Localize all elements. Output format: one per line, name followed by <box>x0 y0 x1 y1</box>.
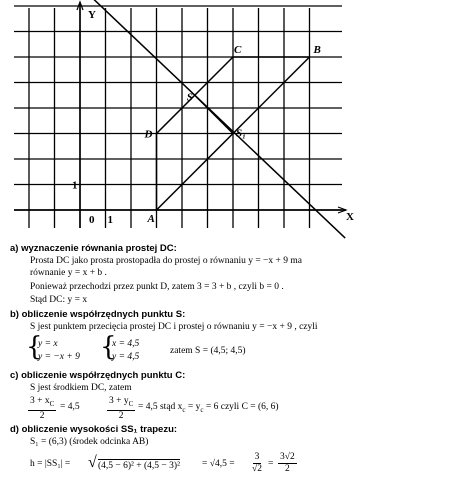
graph-labels <box>72 9 354 226</box>
height-equals: = <box>268 459 274 469</box>
section-a-line1: Prosta DC jako prosta prostopadła do prostej o równaniu y = −x + 9 ma <box>30 256 303 266</box>
point-label-b: B <box>313 44 321 56</box>
section-b-title: b) obliczenie współrzędnych punktu S: <box>10 309 186 320</box>
section-a-line4: Stąd DC: y = x <box>30 295 88 305</box>
tick-label-0: 0 <box>89 214 95 226</box>
height-radicand: (4,5 − 6)² + (4,5 − 3)² <box>98 461 180 471</box>
point-label-s: S <box>186 91 193 104</box>
y-axis-label: Y <box>88 9 96 21</box>
c-sub-x: c <box>182 405 186 414</box>
fraction-yc <box>107 396 135 422</box>
height-fraction-1-num: 3 <box>254 452 260 462</box>
system2-eq2: y = 4,5 <box>112 352 140 362</box>
section-c-line1: S jest środkiem DC, zatem <box>30 383 132 393</box>
height-fraction-2 <box>278 452 297 475</box>
fraction-xc <box>28 396 56 422</box>
section-a-line2: równanie y = x + b . <box>30 268 107 278</box>
point-label-s1: S₁ <box>236 127 246 140</box>
fraction-yc-sub: C <box>128 399 134 408</box>
fraction-xc-rhs: = 4,5 <box>60 402 80 412</box>
height-fraction-1 <box>250 452 264 475</box>
point-label-a: A <box>147 213 155 225</box>
fraction-yc-rhs <box>138 402 279 416</box>
grid-lines <box>14 6 342 228</box>
point-label-d: D <box>144 128 153 141</box>
c-stad: = 4,5 stąd x <box>138 402 183 412</box>
section-a-line3: Ponieważ przechodzi przez punkt D, zatem 3 = 3 + b , czyli b = 0 . <box>30 282 284 292</box>
height-fraction-2-den: 2 <box>284 464 290 474</box>
system1-eq2: y = −x + 9 <box>38 352 80 362</box>
section-b-line1: S jest punktem przecięcia prostej DC i prostej o równaniu y = −x + 9 , czyli <box>30 322 318 332</box>
system2-eq1: x = 4,5 <box>112 339 140 349</box>
plot-lines <box>14 0 346 238</box>
section-c-title: c) obliczenie współrzędnych punktu C: <box>10 370 186 381</box>
x-axis-label: X <box>346 211 354 223</box>
section-d-title: d) obliczenie wysokości SS₁ trapezu: <box>10 424 178 435</box>
height-mid: = √4,5 = <box>202 459 235 469</box>
fraction-yc-denominator: 2 <box>118 410 124 421</box>
fraction-yc-numerator: 3 + y <box>109 396 129 406</box>
system1-brace: { <box>26 332 43 362</box>
sqrt-sign: √ <box>88 454 97 471</box>
system2-brace: { <box>100 332 117 362</box>
section-c-result: = 6 czyli C = (6, 6) <box>205 402 279 412</box>
segment-ss1 <box>195 95 233 133</box>
section-b-result: zatem S = (4,5; 4,5) <box>170 346 246 356</box>
height-fraction-1-den: √2 <box>252 464 262 474</box>
point-label-c: C <box>234 44 242 56</box>
fraction-xc-numerator: 3 + x <box>30 396 50 406</box>
c-sub-y: c <box>200 405 204 414</box>
line-y-eq-minus-x-plus-9 <box>55 0 346 238</box>
height-lhs: h = |SS₁| = <box>30 459 71 469</box>
c-eq-y: = y <box>187 402 201 412</box>
tick-label-x-1: 1 <box>107 214 113 226</box>
fraction-xc-denominator: 2 <box>39 410 45 421</box>
section-a-title: a) wyznaczenie równania prostej DC: <box>10 243 177 254</box>
section-d-line1: S₁ = (6,3) (środek odcinka AB) <box>30 437 149 447</box>
system1-eq1: y = x <box>38 339 58 349</box>
height-fraction-2-num: 3√2 <box>280 452 295 462</box>
fraction-xc-sub: C <box>49 399 55 408</box>
tick-label-y-1: 1 <box>72 179 78 192</box>
